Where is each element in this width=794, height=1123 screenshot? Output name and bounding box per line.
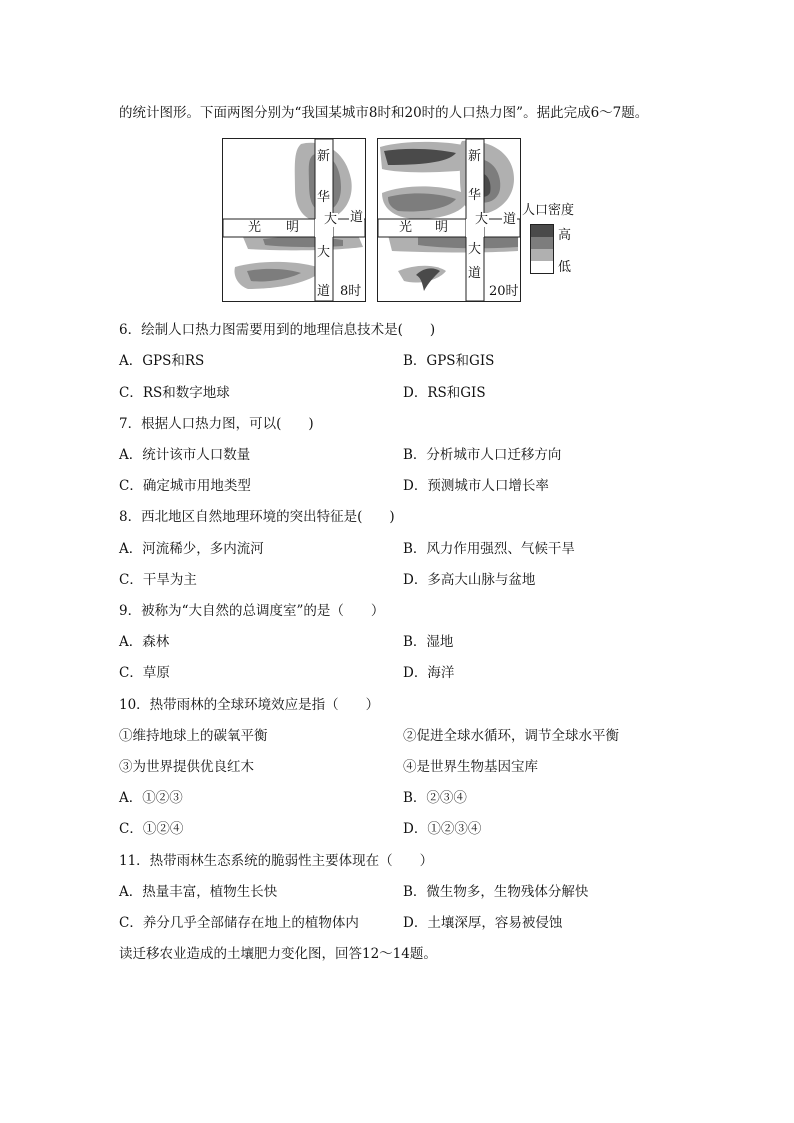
outro-text: 读迁移农业造成的土壤肥力变化图，回答12～14题。 (119, 946, 437, 962)
question-8-option-d[interactable]: D．多高大山脉与盆地 (403, 572, 536, 588)
question-9-option-d[interactable]: D．海洋 (403, 665, 455, 681)
map2-road-h-char-2: 明 (435, 220, 449, 235)
question-7-option-b[interactable]: B．分析城市人口迁移方向 (403, 447, 562, 463)
question-8-option-b[interactable]: B．风力作用强烈、气候干旱 (403, 541, 575, 557)
question-10-option-b[interactable]: B．②③④ (403, 790, 467, 806)
map1-road-v-char-4: 道 (317, 284, 331, 299)
heatmap-8pm (377, 138, 521, 302)
question-10-option-c[interactable]: C．①②④ (119, 821, 184, 837)
density-legend (520, 204, 580, 274)
question-10-option-a[interactable]: A．①②③ (119, 790, 183, 806)
legend-swatch-mid (531, 237, 553, 249)
question-6-option-b[interactable]: B．GPS和GIS (403, 353, 495, 369)
legend-swatch-midlow (531, 249, 553, 261)
heatmap-8am (222, 138, 366, 302)
question-6-option-a[interactable]: A．GPS和RS (119, 353, 205, 369)
question-7-option-a[interactable]: A．统计该市人口数量 (119, 447, 251, 463)
map1-time-label: 8时 (340, 284, 362, 299)
question-10-statement-3: ③为世界提供优良红木 (119, 759, 254, 775)
map2-road-v-char-2: 华 (468, 188, 482, 203)
legend-title: 人口密度 (522, 203, 575, 218)
question-9-option-a[interactable]: A．森林 (119, 634, 170, 650)
map2-road-v-char-1: 新 (468, 149, 482, 164)
map1-road-v-char-3: 大 (317, 245, 331, 260)
map2-road-h-char-3: 大 (475, 212, 489, 227)
map1-road-v-char-2: 华 (317, 190, 331, 205)
question-11-option-b[interactable]: B．微生物多，生物残体分解快 (403, 884, 589, 900)
map1-road-h-char-1: 光 (248, 220, 262, 235)
map2-road-h-char-4: 道 (503, 212, 517, 227)
question-8-option-c[interactable]: C．干旱为主 (119, 572, 197, 588)
legend-swatch-stack (530, 224, 554, 274)
map2-road-h-char-1: 光 (399, 220, 413, 235)
question-8-stem: 8．西北地区自然地理环境的突出特征是( ) (119, 509, 395, 525)
legend-swatch-high (531, 225, 553, 237)
question-11-stem: 11．热带雨林生态系统的脆弱性主要体现在（ ） (119, 853, 434, 869)
question-6-option-d[interactable]: D．RS和GIS (403, 385, 486, 401)
question-9-option-b[interactable]: B．湿地 (403, 634, 454, 650)
question-8-option-a[interactable]: A．河流稀少，多内流河 (119, 541, 264, 557)
question-10-statement-1: ①维持地球上的碳氧平衡 (119, 728, 268, 744)
map2-time-label: 20时 (489, 284, 519, 299)
question-6-stem: 6．绘制人口热力图需要用到的地理信息技术是( ) (119, 322, 436, 338)
map1-road-v-char-1: 新 (317, 149, 331, 164)
legend-low-label: 低 (558, 260, 572, 275)
map2-road-v-char-3: 大 (468, 242, 482, 257)
question-10-statement-4: ④是世界生物基因宝库 (403, 759, 538, 775)
question-7-stem: 7．根据人口热力图，可以( ) (119, 416, 314, 432)
question-11-option-a[interactable]: A．热量丰富，植物生长快 (119, 884, 278, 900)
legend-swatch-low (531, 261, 553, 273)
map2-road-v-char-4: 道 (468, 266, 482, 281)
question-10-statement-2: ②促进全球水循环，调节全球水平衡 (403, 728, 619, 744)
question-6-option-c[interactable]: C．RS和数字地球 (119, 385, 230, 401)
question-11-option-d[interactable]: D．土壤深厚，容易被侵蚀 (403, 915, 563, 931)
question-10-stem: 10．热带雨林的全球环境效应是指（ ） (119, 697, 380, 713)
question-7-option-c[interactable]: C．确定城市用地类型 (119, 478, 251, 494)
question-9-stem: 9．被称为“大自然的总调度室”的是（ ） (119, 603, 385, 619)
question-9-option-c[interactable]: C．草原 (119, 665, 170, 681)
map1-road-h-char-3: 大 (324, 212, 338, 227)
question-11-option-c[interactable]: C．养分几乎全部储存在地上的植物体内 (119, 915, 359, 931)
question-7-option-d[interactable]: D．预测城市人口增长率 (403, 478, 549, 494)
legend-high-label: 高 (558, 228, 572, 243)
intro-text: 的统计图形。下面两图分别为“我国某城市8时和20时的人口热力图”。据此完成6～7题。 (119, 105, 649, 121)
map1-road-h-char-2: 明 (286, 220, 300, 235)
question-10-option-d[interactable]: D．①②③④ (403, 821, 482, 837)
map1-road-h-char-4: 道 (350, 210, 364, 225)
